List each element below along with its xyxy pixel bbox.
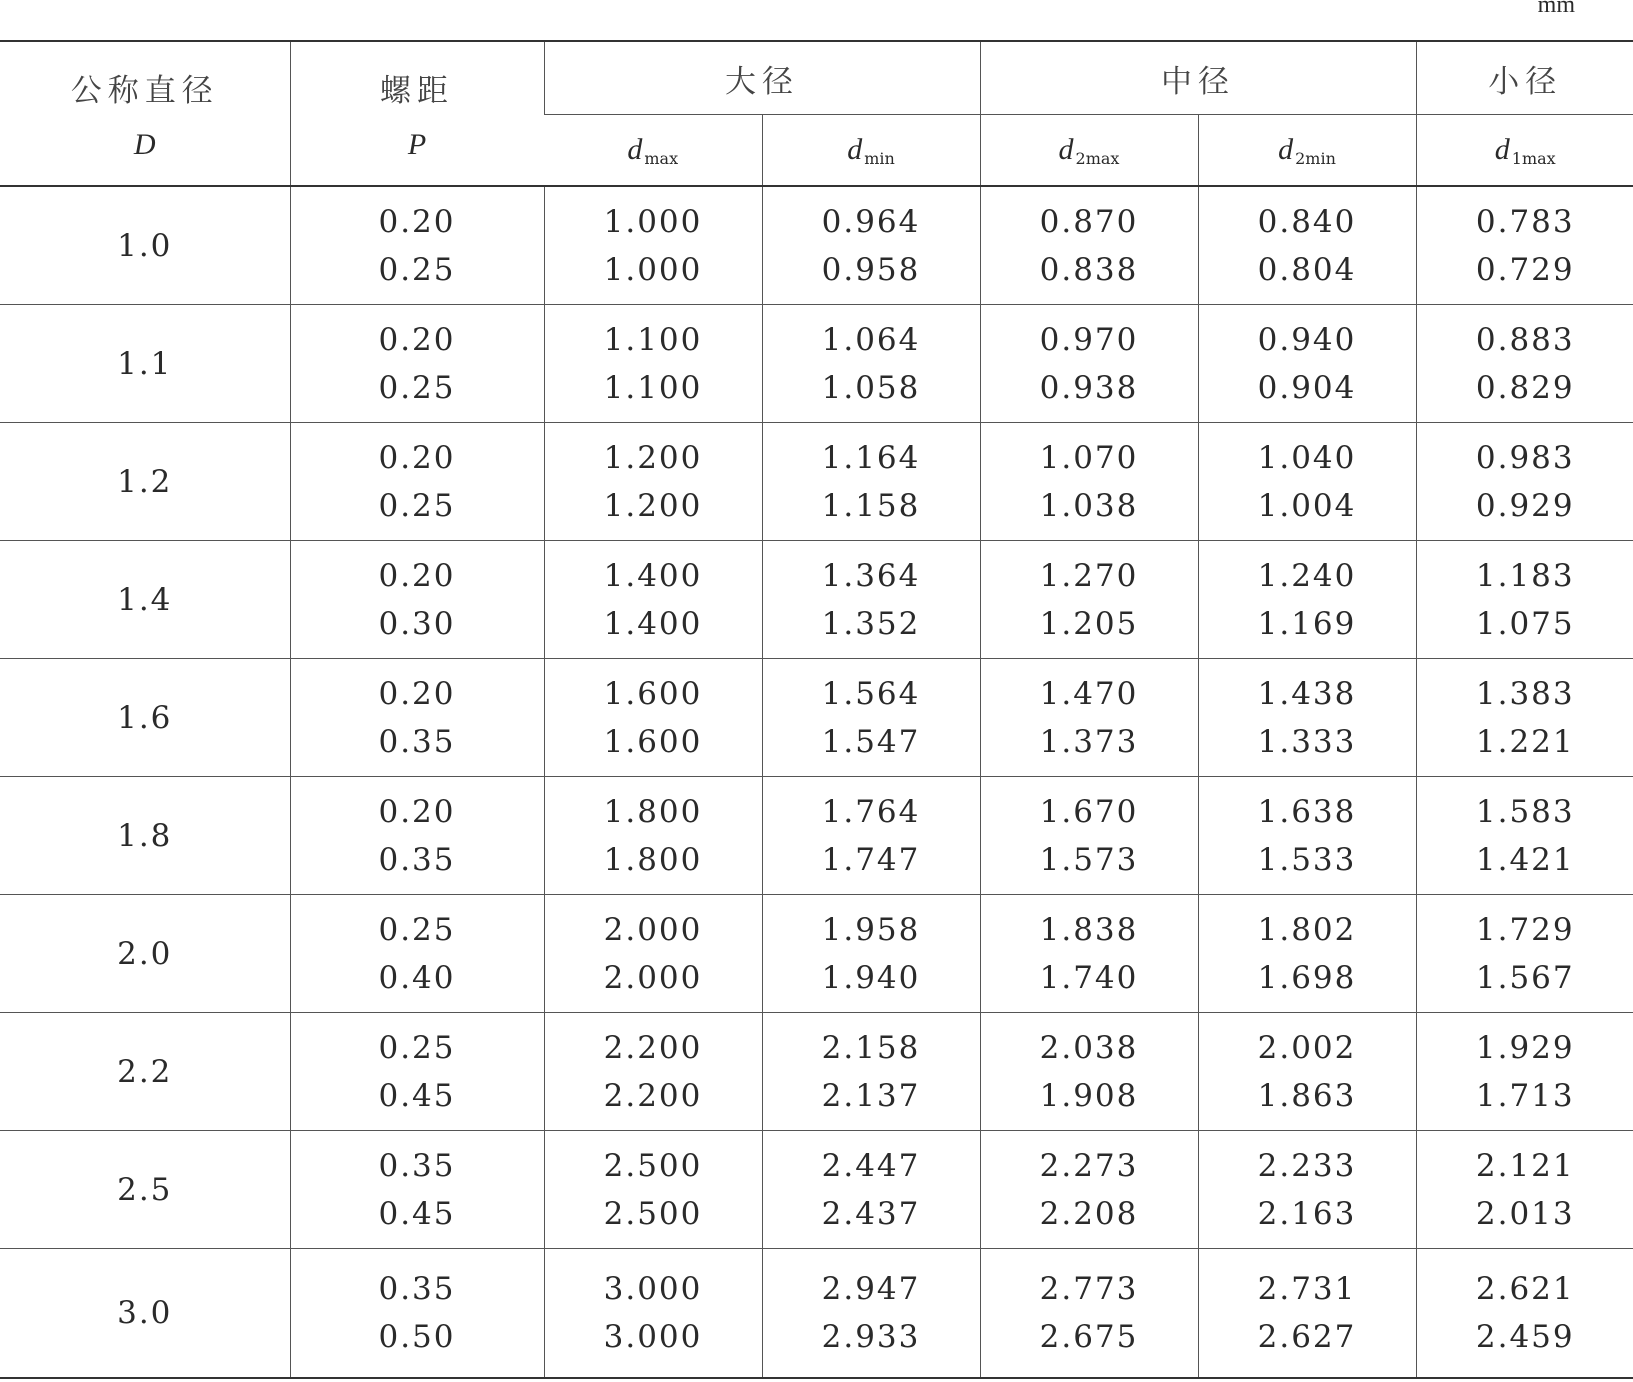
cell-value: 3.000 <box>603 1319 703 1355</box>
cell-value: 0.964 <box>821 203 921 240</box>
cell-value: 1.240 <box>1257 557 1357 594</box>
cell-value: 2.447 <box>821 1147 921 1184</box>
cell-p <box>290 659 544 777</box>
cell-value: 1.800 <box>603 841 703 878</box>
cell-value: 2.933 <box>821 1319 921 1355</box>
cell-p <box>290 186 544 305</box>
cell-d2max <box>980 541 1198 659</box>
cell-dmin <box>762 659 980 777</box>
cell-value: 2.163 <box>1257 1195 1357 1232</box>
cell-value: 1.929 <box>1475 1029 1575 1066</box>
cell-value: 2.121 <box>1475 1147 1575 1184</box>
cell-d2min <box>1198 1249 1416 1379</box>
cell-value: 2.459 <box>1475 1319 1575 1355</box>
cell-value: 0.958 <box>821 251 921 288</box>
cell-value: 1.383 <box>1475 675 1575 712</box>
cell-value: 2.621 <box>1475 1271 1575 1307</box>
cell-value: 1.740 <box>1039 959 1139 996</box>
cell-value: 0.883 <box>1475 321 1575 358</box>
cell-value: 1.183 <box>1475 557 1575 594</box>
subheader-dmin: d min <box>762 115 980 187</box>
cell-p <box>290 895 544 1013</box>
cell-value: 2.158 <box>821 1029 921 1066</box>
cell-value: 1.908 <box>1039 1077 1139 1114</box>
cell-value: 1.205 <box>1039 605 1139 642</box>
cell-value: 2.675 <box>1039 1319 1139 1355</box>
cell-value: 1.802 <box>1257 911 1357 948</box>
cell-value: 2.013 <box>1475 1195 1575 1232</box>
table-row <box>0 305 1633 423</box>
cell-dmax <box>544 895 762 1013</box>
cell-value: 2.000 <box>603 959 703 996</box>
cell-value: 1.000 <box>603 203 703 240</box>
cell-value: 1.000 <box>603 251 703 288</box>
cell-value: 1.573 <box>1039 841 1139 878</box>
cell-value: 0.838 <box>1039 251 1139 288</box>
cell-value: 2.273 <box>1039 1147 1139 1184</box>
cell-value: 0.20 <box>378 203 456 240</box>
cell-d2min <box>1198 186 1416 305</box>
cell-value: 2.002 <box>1257 1029 1357 1066</box>
header-pitch-diameter: 中径 <box>980 41 1416 115</box>
cell-nominal-diameter: 2.0 <box>0 895 290 1013</box>
cell-nominal-diameter: 1.4 <box>0 541 290 659</box>
cell-p <box>290 777 544 895</box>
cell-value: 1.547 <box>821 723 921 760</box>
cell-d2min <box>1198 541 1416 659</box>
cell-d2min <box>1198 777 1416 895</box>
cell-value: 1.940 <box>821 959 921 996</box>
cell-value: 2.200 <box>603 1029 703 1066</box>
cell-value: 1.373 <box>1039 723 1139 760</box>
cell-nominal-diameter: 2.5 <box>0 1131 290 1249</box>
cell-nominal-diameter: 3.0 <box>0 1249 290 1379</box>
cell-d1max <box>1416 1249 1633 1379</box>
cell-d1max <box>1416 1131 1633 1249</box>
table-row <box>0 659 1633 777</box>
cell-value: 2.500 <box>603 1195 703 1232</box>
cell-value: 0.25 <box>378 487 456 524</box>
cell-value: 1.564 <box>821 675 921 712</box>
cell-dmax <box>544 186 762 305</box>
cell-nominal-diameter: 1.0 <box>0 186 290 305</box>
cell-value: 0.20 <box>378 675 456 712</box>
cell-value: 2.773 <box>1039 1271 1139 1307</box>
cell-value: 0.804 <box>1257 251 1357 288</box>
header-minor-diameter: 小径 <box>1416 41 1633 115</box>
cell-nominal-diameter: 1.2 <box>0 423 290 541</box>
unit-label: mm <box>1537 0 1575 18</box>
cell-value: 0.40 <box>378 959 456 996</box>
cell-p <box>290 1131 544 1249</box>
cell-d2min <box>1198 1131 1416 1249</box>
cell-value: 2.627 <box>1257 1319 1357 1355</box>
cell-d2max <box>980 186 1198 305</box>
cell-value: 0.35 <box>378 723 456 760</box>
cell-value: 1.064 <box>821 321 921 358</box>
cell-value: 1.638 <box>1257 793 1357 830</box>
cell-value: 0.870 <box>1039 203 1139 240</box>
cell-value: 0.20 <box>378 439 456 476</box>
cell-dmin <box>762 1013 980 1131</box>
cell-dmax <box>544 659 762 777</box>
cell-value: 0.783 <box>1475 203 1575 240</box>
cell-value: 1.470 <box>1039 675 1139 712</box>
cell-value: 2.000 <box>603 911 703 948</box>
cell-value: 1.747 <box>821 841 921 878</box>
header-nominal-diameter: 公称直径 D <box>0 41 290 186</box>
cell-value: 1.713 <box>1475 1077 1575 1114</box>
cell-value: 0.25 <box>378 251 456 288</box>
cell-value: 3.000 <box>603 1271 703 1307</box>
cell-value: 1.075 <box>1475 605 1575 642</box>
cell-d1max <box>1416 541 1633 659</box>
cell-value: 1.058 <box>821 369 921 406</box>
cell-value: 2.947 <box>821 1271 921 1307</box>
header-major-diameter: 大径 <box>544 41 980 115</box>
cell-value: 0.929 <box>1475 487 1575 524</box>
cell-value: 0.940 <box>1257 321 1357 358</box>
cell-d1max <box>1416 423 1633 541</box>
cell-d1max <box>1416 777 1633 895</box>
cell-value: 1.221 <box>1475 723 1575 760</box>
cell-value: 1.729 <box>1475 911 1575 948</box>
cell-value: 1.040 <box>1257 439 1357 476</box>
cell-value: 0.938 <box>1039 369 1139 406</box>
cell-dmax <box>544 1249 762 1379</box>
cell-value: 0.35 <box>378 841 456 878</box>
cell-d2max <box>980 659 1198 777</box>
thread-dimensions-table <box>0 40 1633 1379</box>
cell-d2max <box>980 1013 1198 1131</box>
cell-dmax <box>544 305 762 423</box>
cell-d2max <box>980 1131 1198 1249</box>
subheader-d1max: d 1max <box>1416 115 1633 187</box>
cell-value: 1.004 <box>1257 487 1357 524</box>
table-row <box>0 777 1633 895</box>
cell-value: 0.20 <box>378 793 456 830</box>
cell-value: 2.731 <box>1257 1271 1357 1307</box>
cell-dmax <box>544 777 762 895</box>
cell-value: 0.25 <box>378 369 456 406</box>
cell-value: 0.35 <box>378 1147 456 1184</box>
cell-value: 0.30 <box>378 605 456 642</box>
cell-value: 1.200 <box>603 487 703 524</box>
cell-dmax <box>544 423 762 541</box>
cell-value: 0.983 <box>1475 439 1575 476</box>
cell-dmin <box>762 305 980 423</box>
cell-d1max <box>1416 895 1633 1013</box>
cell-p <box>290 541 544 659</box>
cell-dmin <box>762 541 980 659</box>
cell-value: 0.970 <box>1039 321 1139 358</box>
cell-dmax <box>544 541 762 659</box>
cell-p <box>290 1249 544 1379</box>
subheader-d2min: d 2min <box>1198 115 1416 187</box>
cell-p <box>290 305 544 423</box>
cell-dmin <box>762 777 980 895</box>
header-pitch: 螺距 P <box>290 41 544 186</box>
cell-value: 2.500 <box>603 1147 703 1184</box>
cell-dmin <box>762 423 980 541</box>
cell-value: 0.25 <box>378 911 456 948</box>
cell-dmin <box>762 1249 980 1379</box>
cell-value: 0.35 <box>378 1271 456 1307</box>
cell-value: 0.45 <box>378 1195 456 1232</box>
cell-value: 0.829 <box>1475 369 1575 406</box>
cell-dmax <box>544 1013 762 1131</box>
cell-value: 0.904 <box>1257 369 1357 406</box>
cell-value: 2.200 <box>603 1077 703 1114</box>
cell-value: 1.670 <box>1039 793 1139 830</box>
cell-nominal-diameter: 1.1 <box>0 305 290 423</box>
cell-value: 1.600 <box>603 723 703 760</box>
cell-value: 1.958 <box>821 911 921 948</box>
cell-value: 1.158 <box>821 487 921 524</box>
cell-value: 2.233 <box>1257 1147 1357 1184</box>
cell-dmin <box>762 1131 980 1249</box>
table-row <box>0 1249 1633 1379</box>
cell-value: 1.100 <box>603 321 703 358</box>
cell-d2min <box>1198 305 1416 423</box>
cell-d2max <box>980 1249 1198 1379</box>
cell-value: 1.333 <box>1257 723 1357 760</box>
cell-value: 1.364 <box>821 557 921 594</box>
cell-value: 1.838 <box>1039 911 1139 948</box>
cell-value: 1.352 <box>821 605 921 642</box>
cell-value: 1.533 <box>1257 841 1357 878</box>
table-row <box>0 541 1633 659</box>
cell-d2max <box>980 423 1198 541</box>
cell-value: 1.583 <box>1475 793 1575 830</box>
cell-d1max <box>1416 659 1633 777</box>
cell-value: 1.600 <box>603 675 703 712</box>
cell-value: 0.25 <box>378 1029 456 1066</box>
cell-value: 1.863 <box>1257 1077 1357 1114</box>
cell-value: 1.400 <box>603 557 703 594</box>
cell-nominal-diameter: 2.2 <box>0 1013 290 1131</box>
cell-d2min <box>1198 1013 1416 1131</box>
cell-value: 1.200 <box>603 439 703 476</box>
cell-value: 2.137 <box>821 1077 921 1114</box>
cell-d2min <box>1198 423 1416 541</box>
table-row <box>0 1131 1633 1249</box>
subheader-d2max: d 2max <box>980 115 1198 187</box>
table-row <box>0 423 1633 541</box>
table-row <box>0 895 1633 1013</box>
cell-dmin <box>762 186 980 305</box>
cell-value: 0.729 <box>1475 251 1575 288</box>
cell-value: 1.169 <box>1257 605 1357 642</box>
cell-d1max <box>1416 1013 1633 1131</box>
cell-value: 1.800 <box>603 793 703 830</box>
cell-value: 0.20 <box>378 321 456 358</box>
cell-p <box>290 1013 544 1131</box>
subheader-dmax: d max <box>544 115 762 187</box>
cell-d2min <box>1198 659 1416 777</box>
cell-value: 2.437 <box>821 1195 921 1232</box>
cell-value: 1.567 <box>1475 959 1575 996</box>
table-row <box>0 1013 1633 1131</box>
cell-value: 2.208 <box>1039 1195 1139 1232</box>
cell-value: 0.50 <box>378 1319 456 1355</box>
cell-value: 1.100 <box>603 369 703 406</box>
cell-value: 1.164 <box>821 439 921 476</box>
cell-d2max <box>980 777 1198 895</box>
cell-dmax <box>544 1131 762 1249</box>
cell-value: 1.764 <box>821 793 921 830</box>
cell-value: 1.698 <box>1257 959 1357 996</box>
table-row <box>0 186 1633 305</box>
cell-d2max <box>980 305 1198 423</box>
cell-d2min <box>1198 895 1416 1013</box>
cell-value: 0.45 <box>378 1077 456 1114</box>
cell-p <box>290 423 544 541</box>
cell-d1max <box>1416 186 1633 305</box>
cell-value: 0.20 <box>378 557 456 594</box>
cell-value: 0.840 <box>1257 203 1357 240</box>
cell-value: 1.270 <box>1039 557 1139 594</box>
cell-value: 1.400 <box>603 605 703 642</box>
cell-value: 1.438 <box>1257 675 1357 712</box>
cell-nominal-diameter: 1.8 <box>0 777 290 895</box>
cell-d2max <box>980 895 1198 1013</box>
cell-nominal-diameter: 1.6 <box>0 659 290 777</box>
cell-value: 1.038 <box>1039 487 1139 524</box>
cell-value: 1.070 <box>1039 439 1139 476</box>
cell-d1max <box>1416 305 1633 423</box>
cell-dmin <box>762 895 980 1013</box>
cell-value: 1.421 <box>1475 841 1575 878</box>
cell-value: 2.038 <box>1039 1029 1139 1066</box>
